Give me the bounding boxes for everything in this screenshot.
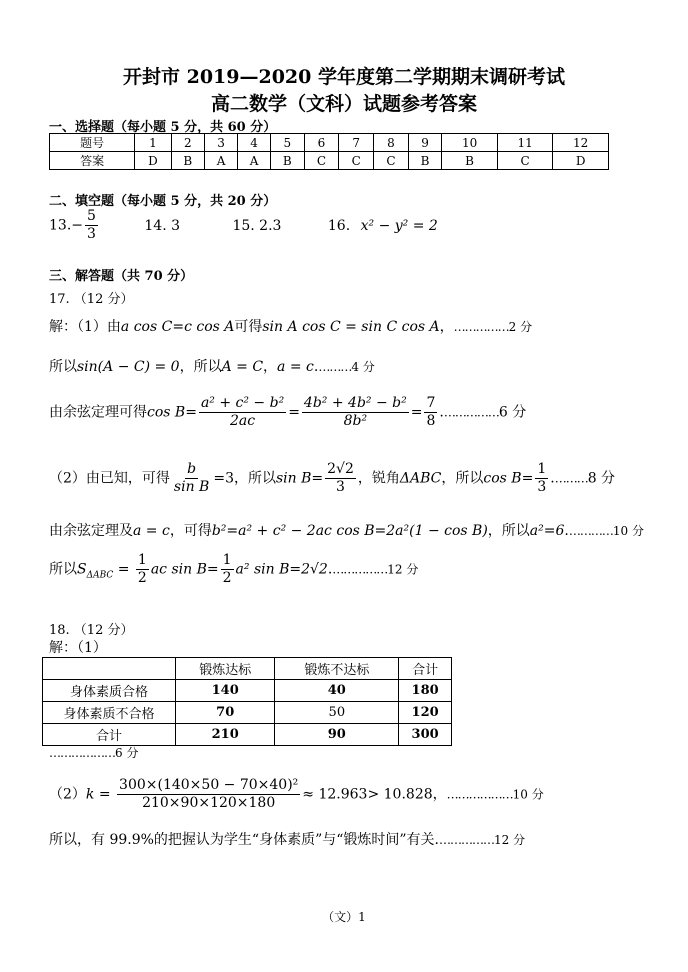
math: a²=6	[529, 523, 565, 539]
numerator: a² + c² − b²	[200, 395, 285, 411]
math: a² sin B=2√2	[235, 561, 328, 578]
dot-leader: ………………	[446, 787, 513, 802]
math: b²=a² + c² − 2ac cos B=2a²(1 − cos B)	[211, 523, 488, 539]
text: 由余弦定理可得	[49, 404, 147, 421]
denominator: 2	[222, 570, 232, 586]
q13-label: 13.	[49, 217, 72, 234]
score-label: 2 分	[508, 320, 533, 334]
dot-leader: ……………	[443, 405, 499, 420]
math: cos B=	[483, 470, 534, 487]
q13-denominator: 3	[87, 226, 96, 242]
table-cell: 210	[176, 724, 275, 746]
subscript: ΔABC	[86, 570, 114, 581]
fraction	[199, 395, 286, 430]
table-cell: 50	[275, 702, 399, 724]
q17-line5	[49, 520, 644, 540]
column-header: 锻炼不达标	[275, 658, 399, 680]
column-header: 锻炼达标	[176, 658, 275, 680]
q18-conclusion	[49, 829, 525, 849]
q16-label: 16.	[327, 217, 351, 234]
denominator: 8b²	[343, 413, 368, 429]
fraction	[535, 461, 548, 496]
numerator: 7	[426, 395, 436, 411]
dot-leader: ……………	[332, 562, 388, 577]
fraction	[424, 395, 437, 430]
math: cos B=	[147, 404, 197, 421]
question-number: 12	[553, 134, 609, 152]
math: a = c	[277, 359, 314, 375]
denominator: 2	[137, 570, 147, 586]
section-fill-heading: 二、填空题（每小题 5 分，共 20 分）	[49, 194, 277, 209]
q18-number: 18. （12 分）	[49, 623, 134, 638]
math: ac sin B=	[150, 561, 219, 578]
math: sin A cos C = sin C cos A	[262, 319, 440, 335]
text: ，所以	[179, 359, 222, 375]
text: 所以	[49, 561, 77, 578]
row-label: 身体素质不合格	[43, 702, 176, 724]
q17-line4	[49, 461, 615, 496]
text: 可得	[234, 319, 263, 335]
q13-sign: −	[71, 217, 83, 234]
column-header	[43, 658, 176, 680]
numerator: b	[187, 461, 197, 477]
question-number: 10	[442, 134, 498, 152]
q18-kstat-line	[49, 777, 544, 812]
fraction	[221, 552, 234, 587]
question-number: 9	[408, 134, 442, 152]
table-cell: 40	[275, 680, 399, 702]
answer-key-title: 高二数学（文科）试题参考答案	[210, 93, 477, 115]
text: ，锐角	[357, 470, 400, 487]
section-solution-heading: 三、解答题（共 70 分）	[49, 269, 194, 284]
table-row	[43, 702, 452, 724]
denominator: sin B	[173, 479, 210, 495]
table-cell: 120	[399, 702, 452, 724]
math: ΔABC	[399, 470, 442, 487]
column-header: 合计	[399, 658, 452, 680]
numerator: 1	[137, 552, 147, 568]
table-cell: 90	[275, 724, 399, 746]
fraction	[302, 395, 409, 430]
fraction	[117, 777, 300, 812]
fraction	[136, 552, 149, 587]
question-number: 2	[171, 134, 205, 152]
table-header-row	[43, 658, 452, 680]
score-label: 6 分	[498, 404, 527, 421]
math: a cos C=c cos A	[120, 319, 235, 335]
math: sin(A − C) = 0	[77, 359, 180, 375]
q18-part1-label: 解：（1）	[49, 640, 107, 656]
dot-leader: ……………	[439, 833, 495, 847]
page-footer: （文）1	[322, 910, 366, 924]
dot-leader: …………	[568, 524, 613, 538]
text: ，	[439, 319, 454, 335]
dot-leader: ………	[554, 471, 588, 486]
row-label: 身体素质合格	[43, 680, 176, 702]
answer-cell: C	[374, 152, 409, 170]
denominator: 8	[426, 413, 436, 429]
answer-cell: D	[553, 152, 609, 170]
text: =	[288, 404, 300, 421]
numerator: 1	[222, 552, 232, 568]
text: 解：（1）由	[49, 319, 121, 335]
question-number: 6	[304, 134, 339, 152]
numerator: 300×(140×50 − 70×40)²	[119, 777, 299, 793]
answer-cell: C	[339, 152, 374, 170]
math: a = c	[133, 523, 170, 539]
score-label: 10 分	[512, 787, 544, 802]
text: ，可得	[169, 523, 212, 539]
q13-numerator: 5	[87, 208, 96, 224]
q17-line3	[49, 395, 526, 430]
text: .	[564, 523, 569, 539]
table-row	[50, 152, 609, 170]
denominator: 3	[537, 479, 547, 495]
choice-answer-table	[49, 133, 609, 170]
question-number: 5	[271, 134, 305, 152]
q18-table-score	[49, 744, 138, 761]
q17-number: 17. （12 分）	[49, 292, 134, 307]
denominator: 210×90×120×180	[142, 795, 276, 811]
q17-line2	[49, 356, 375, 376]
q15-answer: 15. 2.3	[232, 217, 282, 234]
row-label: 答案	[50, 152, 135, 170]
answer-cell: A	[238, 152, 271, 170]
numerator: 1	[537, 461, 547, 477]
answer-cell: D	[135, 152, 171, 170]
math: A = C	[221, 359, 264, 375]
table-row	[43, 724, 452, 746]
fill-answers	[49, 208, 438, 243]
math: sin B=	[275, 470, 324, 487]
q17-line6	[49, 552, 418, 587]
table-row	[50, 134, 609, 152]
denominator: 2ac	[230, 413, 256, 429]
table-cell: 70	[176, 702, 275, 724]
q14-answer: 14. 3	[144, 217, 180, 234]
score-label: 6 分	[115, 746, 139, 760]
answer-cell: C	[304, 152, 339, 170]
score-label: 4 分	[351, 360, 375, 374]
text: =	[410, 404, 423, 421]
text: ，	[263, 359, 278, 375]
table-cell: 300	[399, 724, 452, 746]
text: =	[113, 561, 134, 578]
score-label: 8 分	[587, 470, 616, 487]
score-label: 12 分	[387, 562, 419, 577]
score-label: 12 分	[494, 833, 526, 847]
answer-cell: C	[497, 152, 553, 170]
question-number: 3	[205, 134, 238, 152]
text: ，所以	[441, 470, 484, 487]
question-number: 4	[238, 134, 271, 152]
q17-line1	[49, 316, 532, 336]
question-number: 8	[374, 134, 409, 152]
text: .	[327, 561, 333, 578]
fraction	[325, 461, 356, 496]
denominator: 3	[336, 479, 345, 495]
text: .	[550, 470, 555, 487]
dot-leader: ……………	[453, 320, 509, 334]
numerator: 4b² + 4b² − b²	[303, 395, 407, 411]
answer-cell: A	[205, 152, 238, 170]
table-row	[43, 680, 452, 702]
text: .	[313, 359, 319, 375]
text: 所以，有 99.9%的把握认为学生“身体素质”与“锻炼时间”有关.	[49, 832, 440, 848]
answer-cell: B	[271, 152, 305, 170]
fraction	[172, 461, 211, 496]
text: .	[439, 404, 444, 421]
text: （2）	[49, 786, 86, 803]
score-label: 10 分	[612, 524, 644, 538]
table-cell: 180	[399, 680, 452, 702]
section-choice-heading: 一、选择题（每小题 5 分，共 60 分）	[49, 120, 277, 135]
question-number: 11	[497, 134, 553, 152]
numerator: 2√2	[327, 461, 354, 477]
text: 所以	[49, 359, 77, 375]
answer-cell: B	[171, 152, 205, 170]
row-label: 合计	[43, 724, 176, 746]
row-label: 题号	[50, 134, 135, 152]
dot-leader: ………	[318, 360, 352, 374]
q16-answer: x² − y² = 2	[360, 217, 438, 234]
q13-fraction	[85, 208, 98, 243]
contingency-table	[42, 657, 452, 746]
exam-title: 开封市 2019—2020 学年度第二学期期末调研考试	[123, 66, 565, 88]
text: =3，所以	[213, 470, 276, 487]
answer-cell: B	[408, 152, 442, 170]
math: S	[77, 561, 87, 578]
question-number: 1	[135, 134, 171, 152]
text: （2）由已知，可得	[49, 470, 170, 487]
text: 由余弦定理及	[49, 523, 133, 539]
text: ，	[432, 786, 447, 803]
question-number: 7	[339, 134, 374, 152]
answer-cell: B	[442, 152, 498, 170]
text: ≈ 12.963> 10.828	[302, 786, 433, 803]
text: ，所以	[487, 523, 530, 539]
math: k	[85, 786, 95, 803]
table-cell: 140	[176, 680, 275, 702]
dot-leader: ………………	[49, 746, 115, 760]
text: =	[94, 786, 116, 803]
